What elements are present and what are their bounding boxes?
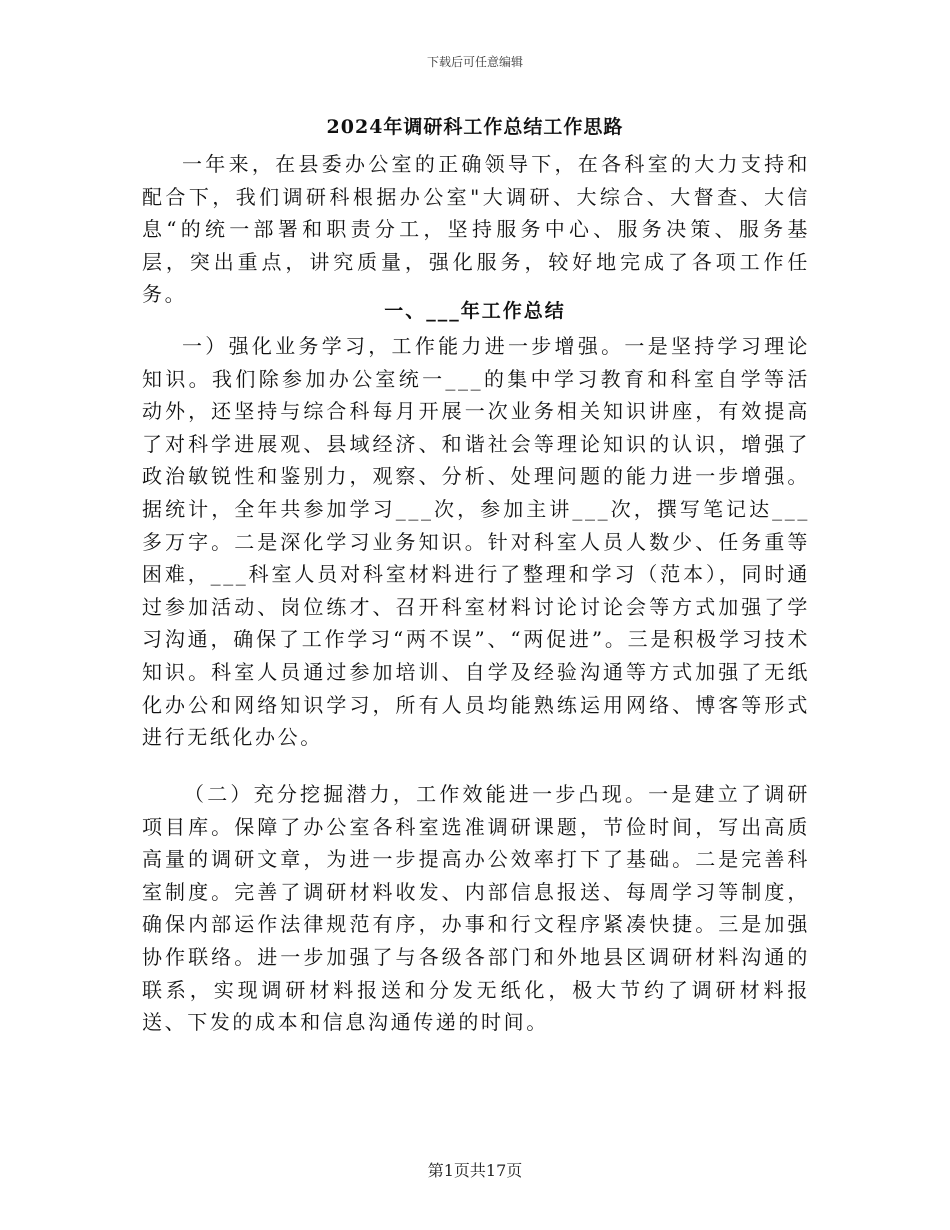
page-header-note: 下载后可任意编辑 [426, 55, 523, 69]
document-title: 2024年调研科工作总结工作思路 [326, 116, 624, 138]
paragraph-two-block [142, 778, 810, 1039]
intro-paragraph: 一年来，在县委办公室的正确领导下，在各科室的大力支持和配合下，我们调研科根据办公室"大调研、大综合、大督查、大信息“的统一部署和职责分工，坚持服务中心、服务决策、服务基层，突出重点，讲究质量，强化服务，较好地完成了各项工作任务。 [142, 152, 810, 307]
page-footer-indicator: 第1页共17页 [427, 1161, 523, 1180]
paragraph-two: （二）充分挖掘潜力，工作效能进一步凸现。一是建立了调研项目库。保障了办公室各科室选准调研课题，节俭时间，写出高质高量的调研文章，为进一步提高办公效率打下了基础。二是完善科室制度。完善了调研材料收发、内部信息报送、每周学习等制度，确保内部运作法律规范有序，办事和行文程序紧凑快捷。三是加强协作联络。进一步加强了与各级各部门和外地县区调研材料沟通的联系，实现调研材料报送和分发无纸化，极大节约了调研材料报送、下发的成本和信息沟通传递的时间。 [142, 782, 810, 1035]
paragraph-one-block [142, 330, 810, 754]
paragraph-one: 一）强化业务学习，工作能力进一步增强。一是坚持学习理论知识。我们除参加办公室统一___的集中学习教育和科室自学等活动外，还坚持与综合科每月开展一次业务相关知识讲座，有效提高了对科学进展观、县域经济、和谐社会等理论知识的认识，增强了政治敏锐性和鉴别力，观察、分析、处理问题的能力进一步增强。据统计，全年共参加学习___次，参加主讲___次，撰写笔记达___多万字。二是深化学习业务知识。针对科室人员人数少、任务重等困难，___科室人员对科室材料进行了整理和学习（范本），同时通过参加活动、岗位练才、召开科室材料讨论讨论会等方式加强了学习沟通，确保了工作学习“两不误”、“两促进”。三是积极学习技术知识。科室人员通过参加培训、自学及经验沟通等方式加强了无纸化办公和网络知识学习，所有人员均能熟练运用网络、博客等形式进行无纸化办公。 [142, 334, 810, 750]
intro-block [142, 148, 810, 311]
section-heading: 一、___年工作总结 [384, 300, 566, 322]
